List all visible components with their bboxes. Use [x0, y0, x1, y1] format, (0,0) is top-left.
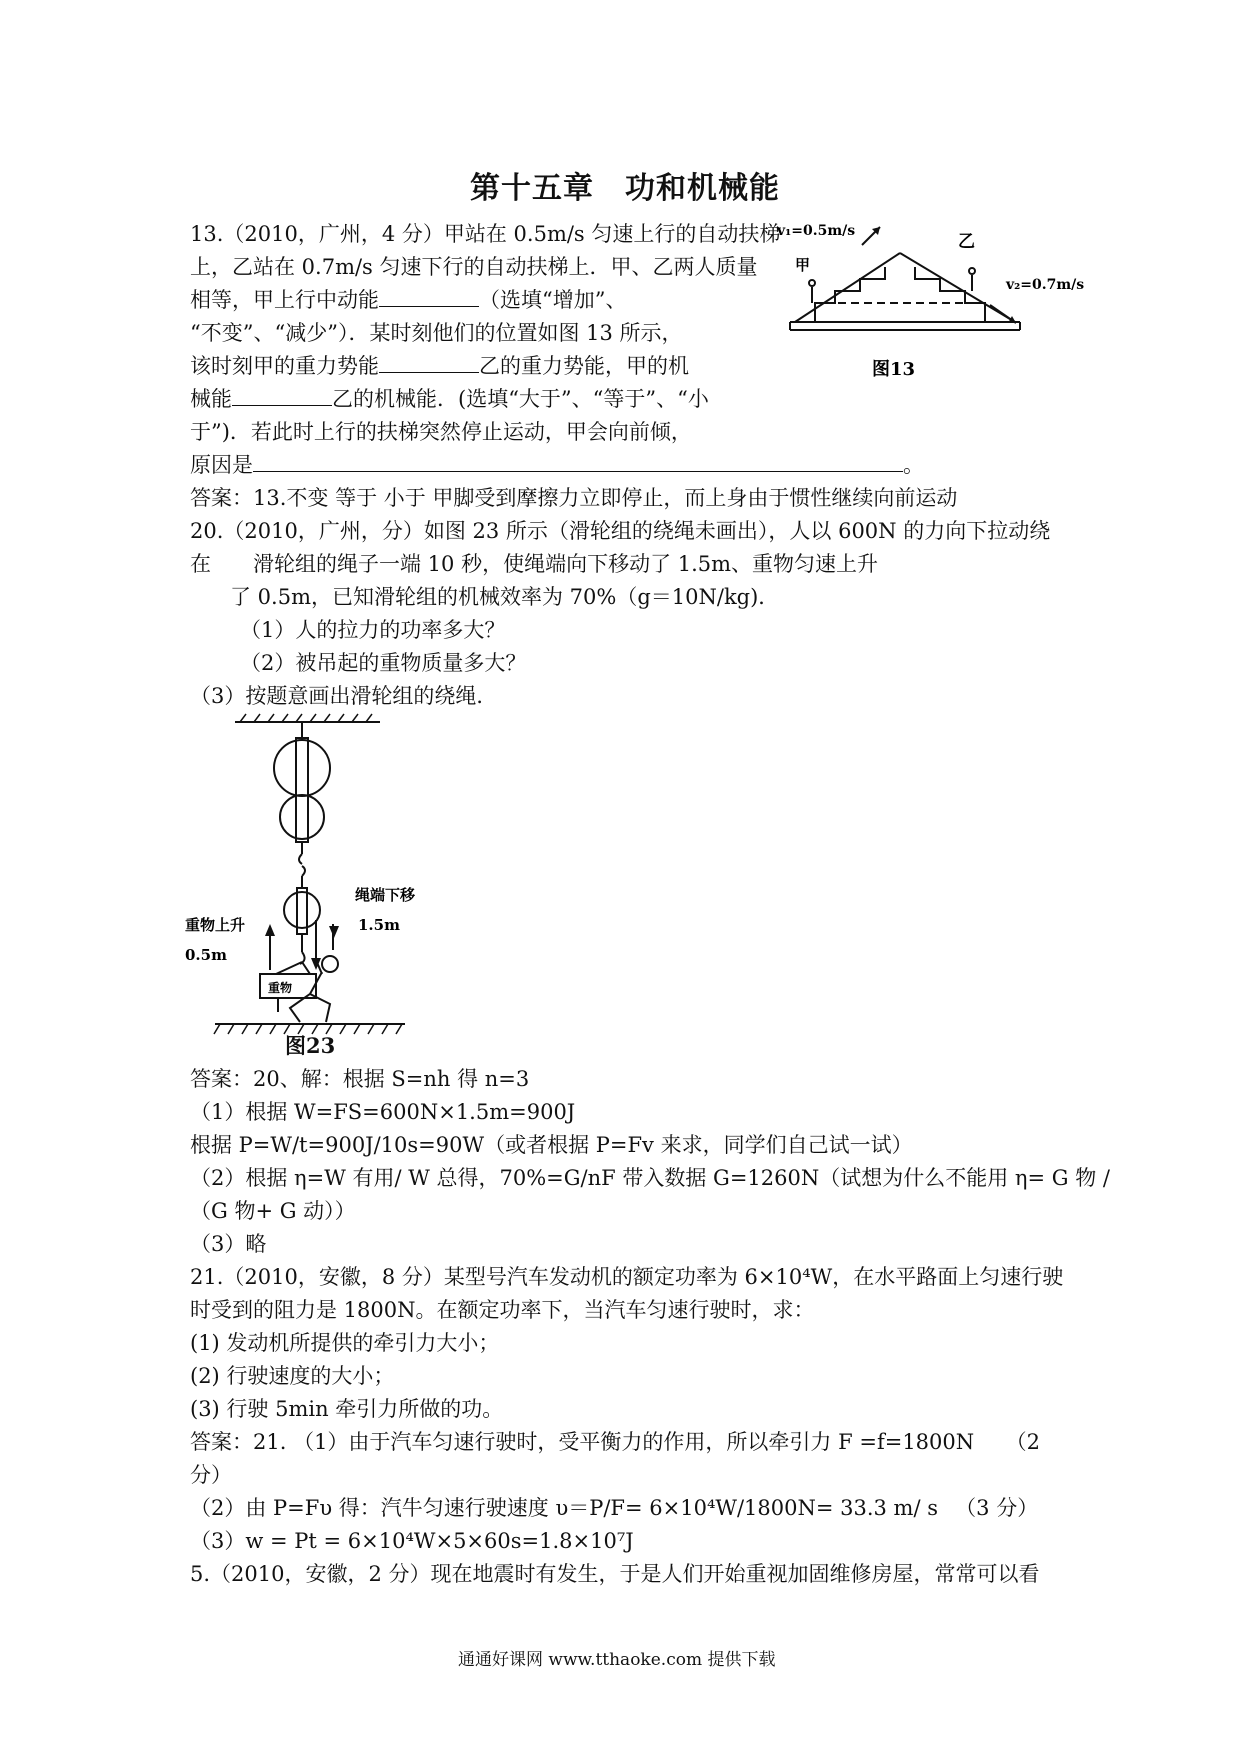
rise-label: 重物上升 — [185, 916, 246, 934]
movable-pulley — [284, 892, 320, 928]
q21-line-1: 21.（2010，安徽，8 分）某型号汽车发动机的额定功率为 6×10⁴W，在水平路面上匀速行驶 — [190, 1265, 1064, 1289]
fixed-pulley-lower — [280, 795, 324, 839]
up-steps — [815, 267, 885, 322]
q13-line-8 — [190, 449, 924, 482]
q20-sub-1: （1）人的拉力的功率多大？ — [240, 618, 506, 642]
q13-line-7: 于”)．若此时上行的扶梯突然停止运动，甲会向前倾， — [190, 420, 692, 444]
pull-label: 绳端下移 — [355, 886, 416, 904]
q13-line-4: “不变”、“减少”）．某时刻他们的位置如图 13 所示， — [190, 321, 683, 345]
q13-line-3-text: 相等，甲上行中动能 — [190, 288, 379, 312]
q20-answer-1: 答案：20、解：根据 S=nh 得 n=3 — [190, 1067, 530, 1091]
q20-answer-5: （G 物+ G 动）） — [190, 1199, 356, 1223]
rise-arrow-head — [265, 924, 275, 936]
q13-blank-2 — [379, 350, 479, 373]
q13-line-3-tail: （选填“增加”、 — [479, 288, 627, 312]
q21-line-5: (3) 行驶 5min 牵引力所做的功。 — [190, 1397, 504, 1421]
figure-13-caption: 图13 — [872, 359, 916, 380]
q21-answer-3: （2）由 P=Fυ 得：汽牛匀速行驶速度 υ＝P/F= 6×10⁴W/1800N= 33.3 m/ s （3 分） — [190, 1496, 1039, 1520]
q20-sub-2: （2）被吊起的重物质量多大？ — [240, 651, 527, 675]
q21-answer-2: 分） — [190, 1463, 232, 1487]
pulley-diagram — [185, 712, 430, 1062]
q13-line-5 — [190, 350, 689, 383]
q21-answer-1: 答案：21. （1）由于汽车匀速行驶时，受平衡力的作用，所以牵引力 F =f=1800N （2 — [190, 1430, 1040, 1454]
q20-answer-2: （1）根据 W=FS=600N×1.5m=900J — [190, 1100, 576, 1124]
escalator-diagram — [777, 215, 1100, 395]
box-label: 重物 — [268, 981, 293, 995]
v2-label: v₂=0.7m/s — [1006, 277, 1085, 293]
q13-blank-4 — [253, 449, 903, 472]
q21-answer-4: （3）w = Pt = 6×10⁴W×5×60s=1.8×10⁷J — [190, 1529, 634, 1553]
q21-line-4: (2) 行驶速度的大小； — [190, 1364, 395, 1388]
page-title: 第十五章 功和机械能 — [470, 171, 780, 206]
q13-line-6 — [190, 383, 709, 416]
q13-line-5-tail: 乙的重力势能，甲的机 — [479, 354, 689, 378]
q20-answer-6: （3）略 — [190, 1232, 267, 1256]
q13-line-6-tail: 乙的机械能．(选填“大于”、“等于”、“小 — [332, 387, 709, 411]
figure-23 — [185, 712, 430, 1062]
yi-label: 乙 — [958, 232, 975, 252]
up-escalator-line — [795, 253, 900, 322]
q20-line-1: 20.（2010，广州，分）如图 23 所示（滑轮组的绕绳未画出），人以 600N 的力向下拉动绕 — [190, 519, 1051, 543]
fixed-pulley-upper — [274, 740, 330, 796]
q13-line-1: 13.（2010，广州，4 分）甲站在 0.5m/s 匀速上行的自动扶梯 — [190, 222, 781, 246]
pull-value: 1.5m — [358, 916, 400, 934]
q13-line-2: 上，乙站在 0.7m/s 匀速下行的自动扶梯上．甲、乙两人质量 — [190, 255, 758, 279]
q20-answer-3: 根据 P=W/t=900J/10s=90W（或者根据 P=Fv 来求，同学们自己试一试） — [190, 1133, 913, 1157]
q21-line-3: (1) 发动机所提供的牵引力大小； — [190, 1331, 500, 1355]
q13-line-3 — [190, 284, 626, 317]
jia-label: 甲 — [795, 256, 811, 274]
q13-line-8-text: 原因是 — [190, 453, 253, 477]
q20-line-2: 在 滑轮组的绳子一端 10 秒，使绳端向下移动了 1.5m、重物匀速上升 — [190, 552, 879, 576]
v1-label: v₁=0.5m/s — [777, 223, 856, 239]
q20-answer-4: （2）根据 η=W 有用/ W 总得，70%=G/nF 带入数据 G=1260N（试想为什么不能用 η= G 物 / — [190, 1166, 1110, 1190]
q13-answer: 答案：13.不变 等于 小于 甲脚受到摩擦力立即停止，而上身由于惯性继续向前运动 — [190, 486, 958, 510]
q20-sub-3: （3）按题意画出滑轮组的绕绳． — [190, 684, 498, 708]
q13-line-8-tail: 。 — [903, 453, 924, 477]
q20-line-3: 了 0.5m，已知滑轮组的机械效率为 70%（g＝10N/kg)． — [230, 585, 780, 609]
down-steps — [915, 267, 985, 322]
q13-line-6-text: 械能 — [190, 387, 232, 411]
q21-line-2: 时受到的阻力是 1800N。在额定功率下，当汽车匀速行驶时，求： — [190, 1298, 815, 1322]
footer: 通通好课网 www.tthaoke.com 提供下载 — [458, 1650, 776, 1670]
q13-blank-3 — [232, 383, 332, 406]
figure-13 — [777, 215, 1100, 395]
person-head — [322, 956, 338, 972]
q5-line-1: 5.（2010，安徽，2 分）现在地震时有发生，于是人们开始重视加固维修房屋，常常可以看 — [190, 1562, 1040, 1586]
figure-23-caption: 图23 — [285, 1033, 336, 1058]
q13-line-5-text: 该时刻甲的重力势能 — [190, 354, 379, 378]
q13-blank-1 — [379, 284, 479, 307]
down-escalator-line — [900, 253, 1015, 322]
rise-value: 0.5m — [185, 946, 227, 964]
